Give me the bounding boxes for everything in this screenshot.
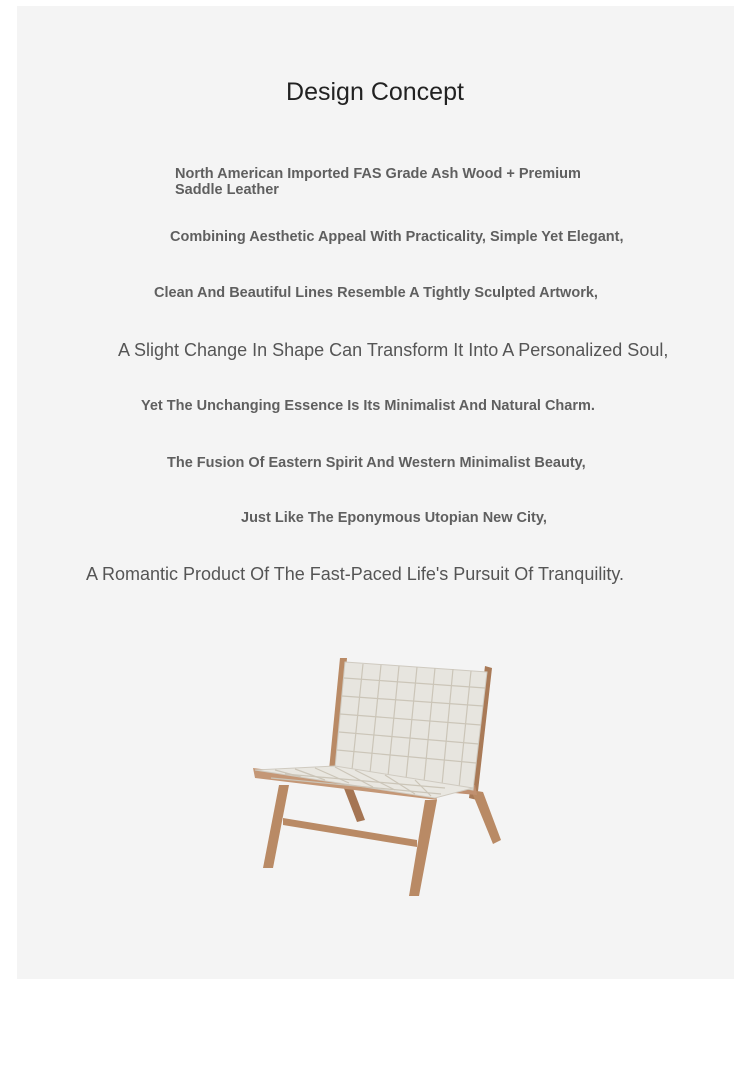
- concept-line-1: North American Imported FAS Grade Ash Wood + Premium Saddle Leather: [175, 166, 581, 198]
- chair-image: [245, 650, 505, 900]
- concept-line-6: The Fusion Of Eastern Spirit And Western Minimalist Beauty,: [167, 455, 586, 471]
- concept-line-5: Yet The Unchanging Essence Is Its Minimalist And Natural Charm.: [141, 398, 595, 414]
- concept-line-4: A Slight Change In Shape Can Transform It Into A Personalized Soul,: [118, 340, 669, 360]
- concept-line-3: Clean And Beautiful Lines Resemble A Tightly Sculpted Artwork,: [154, 285, 598, 301]
- concept-line-7: Just Like The Eponymous Utopian New City,: [241, 510, 547, 526]
- concept-line-8: A Romantic Product Of The Fast-Paced Life's Pursuit Of Tranquility.: [86, 564, 624, 584]
- concept-line-2: Combining Aesthetic Appeal With Practicality, Simple Yet Elegant,: [170, 229, 624, 245]
- section-title: Design Concept: [286, 78, 464, 106]
